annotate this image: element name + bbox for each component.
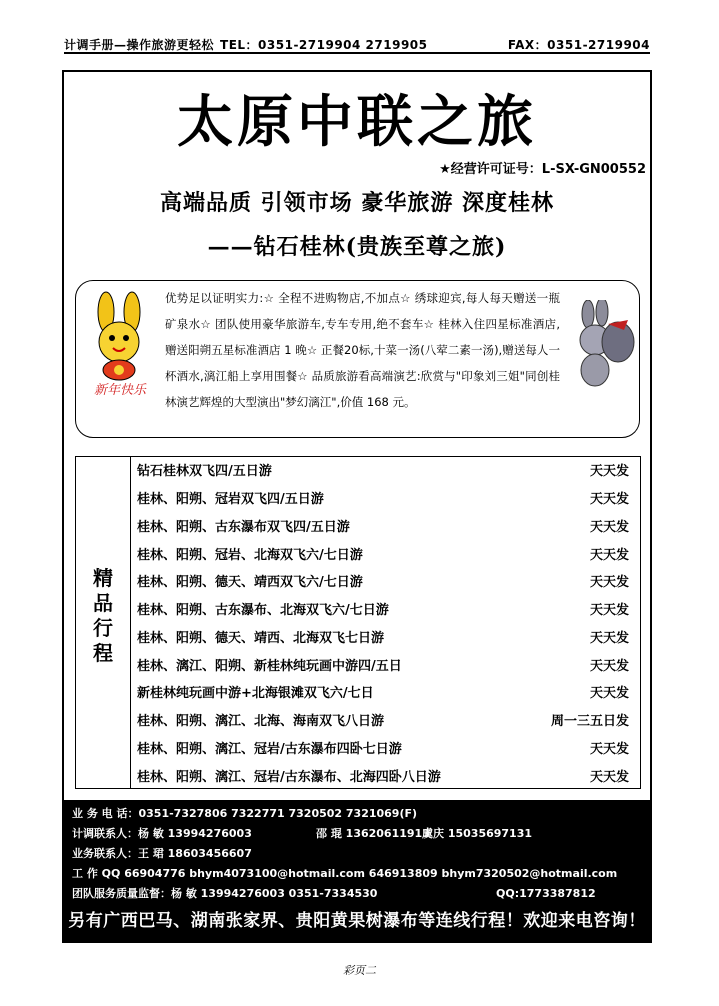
contact-qq: 工 作 QQ 66904776 bhym4073100@hotmail.com 646913809 bhym7320502@hotmail.com — [72, 867, 618, 880]
route-row: 钻石桂林双飞四/五日游 天天发 — [137, 464, 629, 480]
rabbit-caption: 新年快乐 — [93, 383, 147, 398]
route-row: 桂林、阳朔、古东瀑布、北海双飞六/七日游 天天发 — [137, 603, 629, 619]
feature-text: 优势足以证明实力:☆ 全程不进购物店,不加点☆ 绣球迎宾,每人每天赠送一瓶矿泉水☆ 团队使用豪华旅游车,专车专用,绝不套车☆ 桂林入住四星标准酒店,赠送阳朔五星标准酒店 1 晚☆ 正餐20标,十菜一汤(八荤二素一汤),赠送每人一杯酒水,漓江船上享用围餐☆ 品质旅游看高端演艺:欣赏与"印象刘三姐"同创桂林演艺辉煌的大型演出"梦幻漓江",价值 168 元。 — [165, 291, 560, 409]
header-rule — [64, 52, 650, 54]
route-row: 桂林、阳朔、德天、靖西双飞六/七日游 天天发 — [137, 575, 629, 591]
new-year-rabbit-icon — [80, 290, 160, 402]
bottom-banner: 另有广西巴马、湖南张家界、贵阳黄果树瀑布等连线行程！欢迎来电咨询！ — [68, 911, 646, 931]
itinerary-label: 精 品 行 程 — [93, 566, 113, 665]
contact-quality: 团队服务质量监督：杨 敏 13994276003 0351-7334530 QQ:1773387812 — [72, 887, 596, 900]
route-row: 桂林、阳朔、漓江、冠岩/古东瀑布四卧七日游 天天发 — [137, 741, 629, 757]
route-row: 桂林、阳朔、漓江、冠岩/古东瀑布、北海四卧八日游 天天发 — [137, 769, 629, 785]
header-tel: TEL：0351-2719904 2719905 — [220, 37, 428, 52]
page-number: 彩页二 — [343, 964, 376, 977]
slogan-line-1: 高端品质 引领市场 豪华旅游 深度桂林 — [160, 190, 554, 216]
route-row: 新桂林纯玩画中游+北海银滩双飞六/七日 天天发 — [137, 686, 629, 702]
slogan-line-2: ——钻石桂林(贵族至尊之旅) — [207, 234, 507, 260]
route-row: 桂林、阳朔、德天、靖西、北海双飞七日游 天天发 — [137, 630, 629, 646]
contact-yewu: 业务联系人：王 珺 18603456607 — [72, 847, 252, 860]
route-list — [131, 456, 641, 789]
route-row: 桂林、阳朔、冠岩双飞四/五日游 天天发 — [137, 492, 629, 508]
header-slogan: 计调手册—操作旅游更轻松 — [64, 37, 215, 52]
route-row: 桂林、漓江、阳朔、新桂林纯玩画中游四/五日 天天发 — [137, 658, 629, 674]
contact-jidiao: 计调联系人：杨 敏 13994276003 邵 琨 13620611913 虞庆 15035697131 — [72, 827, 533, 840]
contact-phone: 业 务 电 话：0351-7327806 7322771 7320502 7321069(F) — [72, 807, 418, 820]
route-row: 桂林、阳朔、古东瀑布双飞四/五日游 天天发 — [137, 519, 629, 535]
license-number: ★经营许可证号：L-SX-GN00552 — [439, 162, 646, 177]
route-row: 桂林、阳朔、冠岩、北海双飞六/七日游 天天发 — [137, 547, 629, 563]
route-row: 桂林、阳朔、漓江、北海、海南双飞八日游 周一三五日发 — [137, 714, 629, 730]
header-line — [64, 35, 650, 53]
page-title: 太原中联之旅 — [177, 90, 537, 155]
rabbit-with-egg-icon — [568, 300, 640, 390]
header-fax: FAX：0351-2719904 — [507, 37, 650, 52]
